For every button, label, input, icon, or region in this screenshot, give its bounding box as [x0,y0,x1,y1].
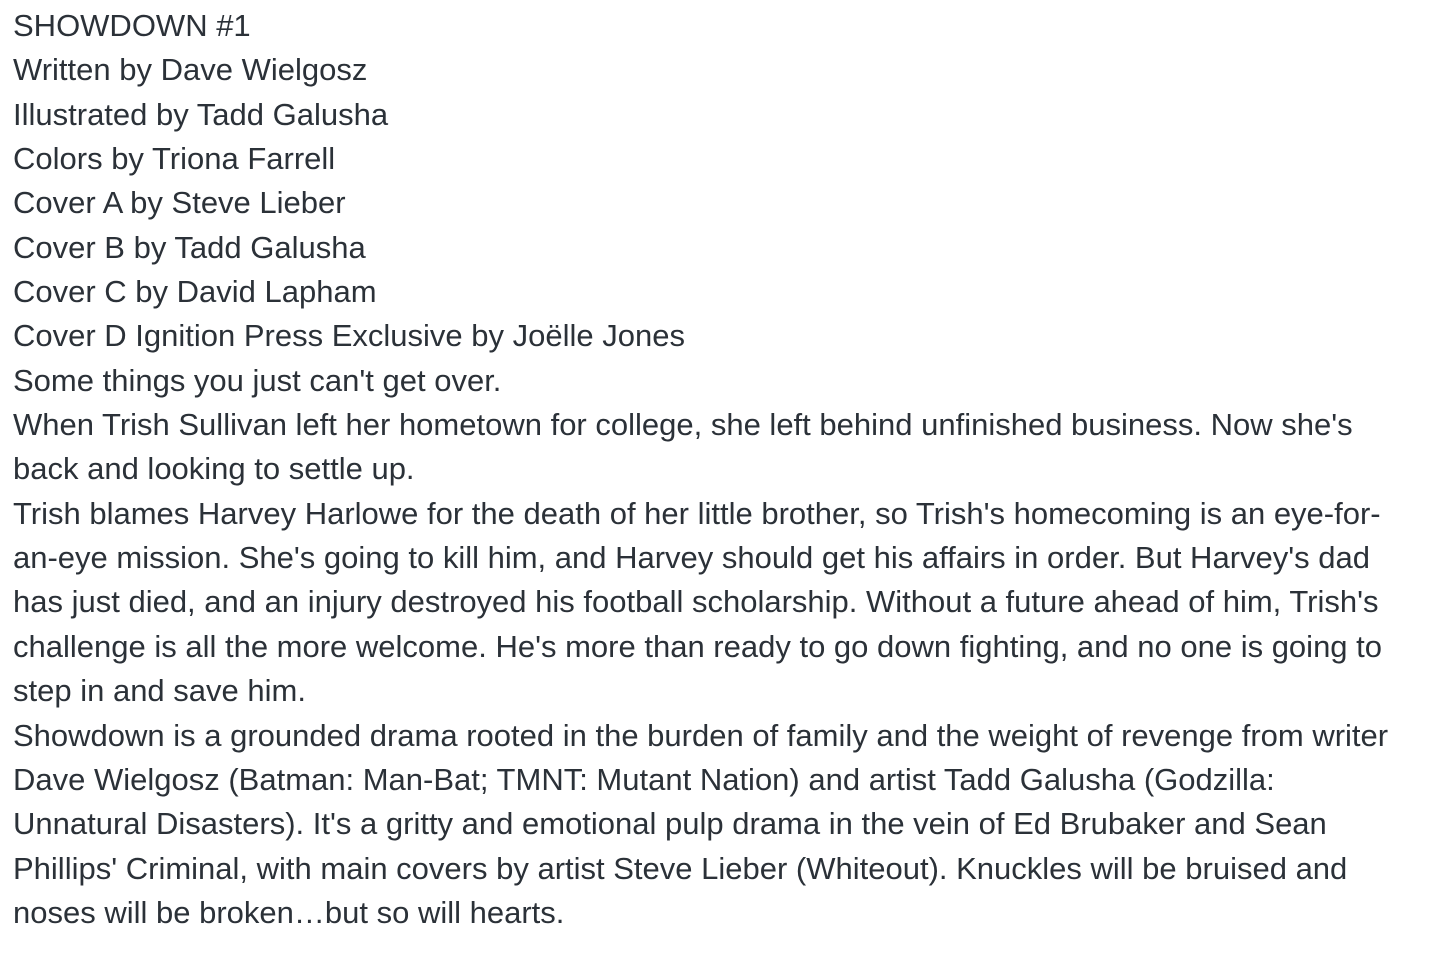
credit-cover-c: Cover C by David Lapham [13,274,377,310]
tagline: Some things you just can't get over. [13,362,502,398]
credit-writer: Written by Dave Wielgosz [13,52,368,88]
synopsis-paragraph: Showdown is a grounded drama rooted in the burden of family and the weight of revenge from writer Dave Wielgosz (Batman: Man-Bat; TMNT: Mutant Nation) and artist Tadd Galusha (Godzilla: Unnatural Disasters). It's a gritty and emotional pulp drama in the vein of Ed Brubaker and Sean Phillips' Criminal, with main covers by artist Steve Lieber (Whiteout). Knuckles will be bruised and noses will be broken…but so will hearts. [13,717,1389,930]
credit-cover-d: Cover D Ignition Press Exclusive by Joëlle Jones [13,318,685,354]
credit-illustrator: Illustrated by Tadd Galusha [13,96,389,132]
comic-title: SHOWDOWN #1 [13,8,251,43]
synopsis-paragraph: When Trish Sullivan left her hometown for college, she left behind unfinished business. Now she's back and looking to settle up. [13,407,1353,487]
credit-cover-b: Cover B by Tadd Galusha [13,229,366,265]
synopsis-paragraph: Trish blames Harvey Harlowe for the death of her little brother, so Trish's homecoming is an eye-for-an-eye mission. She's going to kill him, and Harvey should get his affairs in order. But Harvey's dad has just died, and an injury destroyed his football scholarship. Without a future ahead of him, Trish's challenge is all the more welcome. He's more than ready to go down fighting, and no one is going to step in and save him. [13,495,1383,709]
credit-colorist: Colors by Triona Farrell [13,141,336,177]
credit-cover-a: Cover A by Steve Lieber [13,185,346,221]
